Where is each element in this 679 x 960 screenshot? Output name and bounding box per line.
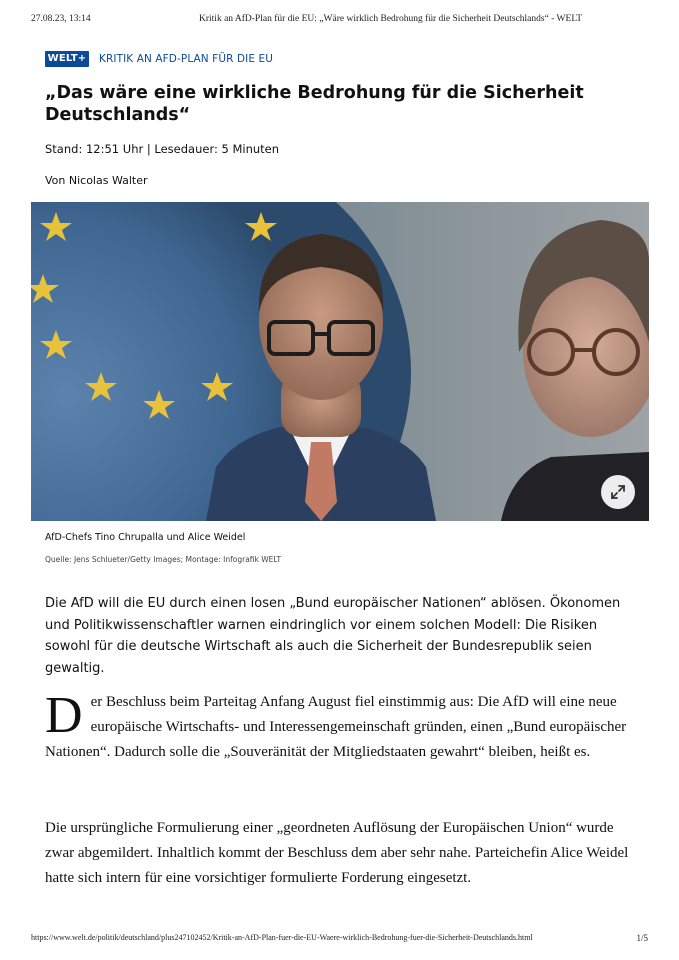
- body-paragraph-1-text: er Beschluss beim Parteitag Anfang August fiel einstimmig aus: Die AfD will eine neue europäische Wirtschafts- und Interessengemeinschaft gründen, einen „Bund europäischer Nationen“. Dadurch solle die „Souveränität der Mitgliedstaaten gewahrt“ bleiben, heißt es.: [45, 694, 627, 760]
- hero-caption: AfD-Chefs Tino Chrupalla und Alice Weidel: [45, 532, 246, 543]
- print-page-number: 1/5: [636, 933, 648, 943]
- body-paragraph-1: [45, 687, 645, 765]
- print-page-title: Kritik an AfD-Plan für die EU: „Wäre wirklich Bedrohung für die Sicherheit Deutschlands“ - WELT: [199, 14, 583, 24]
- kicker-label[interactable]: KRITIK AN AFD-PLAN FÜR DIE EU: [99, 53, 274, 65]
- hero-credit: Quelle: Jens Schlueter/Getty Images; Montage: Infografik WELT: [45, 555, 282, 564]
- expand-image-button[interactable]: [601, 475, 635, 509]
- print-url: https://www.welt.de/politik/deutschland/plus247102452/Kritik-an-AfD-Plan-fuer-die-EU-Waere-wirklich-Bedrohung-fuer-die-Sicherheit-Deutschlands.html: [31, 933, 533, 942]
- hero-photo-montage: [31, 202, 649, 521]
- article-meta: Stand: 12:51 Uhr | Lesedauer: 5 Minuten: [45, 142, 280, 156]
- welt-plus-logo[interactable]: WELT+: [45, 51, 89, 67]
- drop-cap: D: [45, 687, 83, 744]
- article-kicker: [45, 51, 273, 67]
- expand-icon: [609, 483, 627, 501]
- article-author: Von Nicolas Walter: [45, 174, 148, 187]
- print-footer: [31, 933, 648, 945]
- print-datetime: 27.08.23, 13:14: [31, 14, 91, 24]
- print-header: [31, 14, 648, 28]
- article-headline: „Das wäre eine wirkliche Bedrohung für die Sicherheit Deutschlands“: [45, 83, 584, 125]
- article-intro: Die AfD will die EU durch einen losen „Bund europäischer Nationen“ ablösen. Ökonomen und Politikwissenschaftler warnen eindringlich vor einem solchen Modell: Die Risiken sowohl für die deutsche Wirtschaft als auch die Sicherheit der Bundesrepublik seien gewaltig.: [45, 596, 621, 676]
- body-paragraph-2: Die ursprüngliche Formulierung einer „geordneten Auflösung der Europäischen Union“ wurde zwar abgemildert. Inhaltlich kommt der Beschluss dem aber sehr nahe. Parteichefin Alice Weidel hatte sich intern für eine vorsichtiger formulierte Forderung eingesetzt.: [45, 820, 629, 886]
- hero-image[interactable]: [31, 202, 649, 521]
